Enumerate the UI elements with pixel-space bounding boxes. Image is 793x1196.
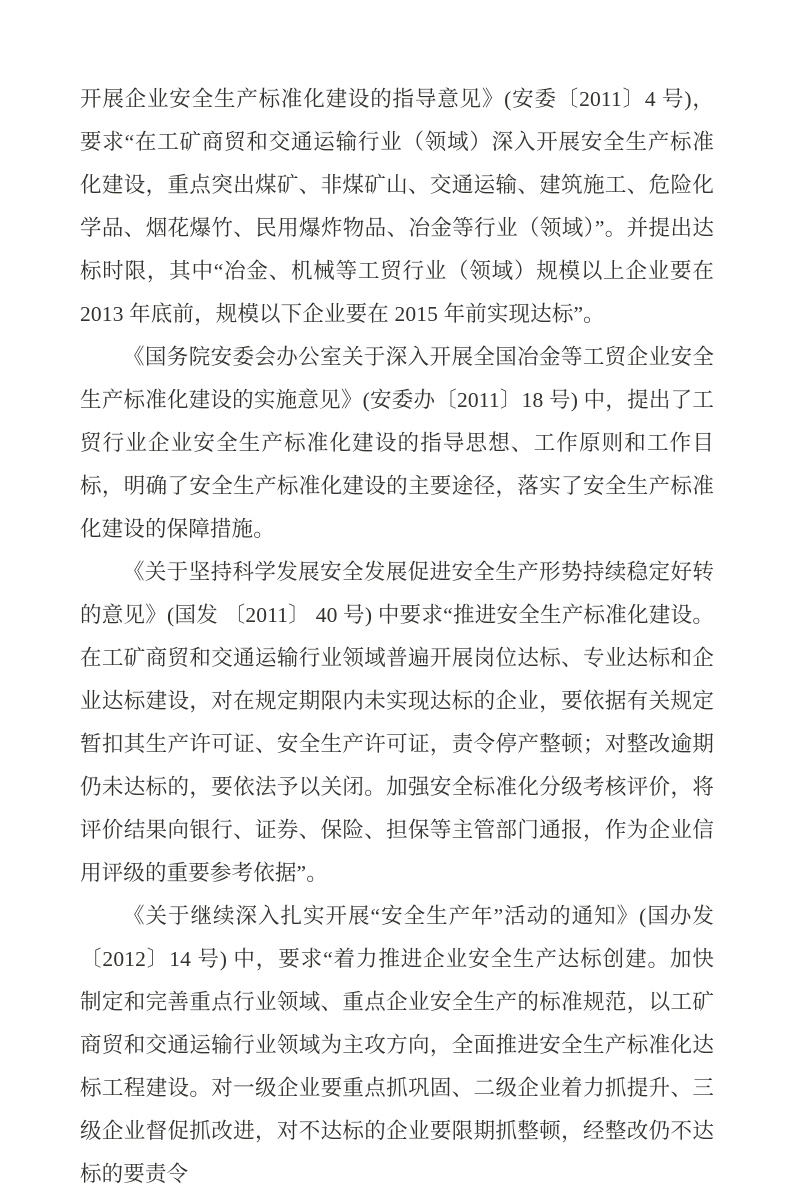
paragraph-2: 《国务院安委会办公室关于深入开展全国冶金等工贸企业安全生产标准化建设的实施意见》(安委办〔2011〕18 号) 中，提出了工贸行业企业安全生产标准化建设的指导思想、工作原则和工作目标，明确了安全生产标准化建设的主要途径，落实了安全生产标准化建设的保障措施。 [80, 345, 714, 541]
paragraph-1: 开展企业安全生产标准化建设的指导意见》(安委〔2011〕4 号)，要求“在工矿商贸和交通运输行业（领域）深入开展安全生产标准化建设，重点突出煤矿、非煤矿山、交通运输、建筑施工、危险化学品、烟花爆竹、民用爆炸物品、冶金等行业（领域）”。并提出达标时限，其中“冶金、机械等工贸行业（领域）规模以上企业要在 2013 年底前，规模以下企业要在 2015 年前实现达标”。 [80, 87, 714, 326]
paragraph-3: 《关于坚持科学发展安全发展促进安全生产形势持续稳定好转的意见》(国发 〔2011〕 40 号) 中要求“推进安全生产标准化建设。在工矿商贸和交通运输行业领域普遍开展岗位达标、专业达标和企业达标建设，对在规定期限内未实现达标的企业，要依据有关规定暂扣其生产许可证、安全生产许可证，责令停产整顿；对整改逾期仍未达标的，要依法予以关闭。加强安全标准化分级考核评价，将评价结果向银行、证券、保险、担保等主管部门通报，作为企业信用评级的重要参考依据”。 [80, 560, 714, 885]
paragraph-4: 《关于继续深入扎实开展“安全生产年”活动的通知》(国办发〔2012〕14 号) 中，要求“着力推进企业安全生产达标创建。加快制定和完善重点行业领域、重点企业安全生产的标准规范，以工矿商贸和交通运输行业领域为主攻方向，全面推进安全生产标准化达标工程建设。对一级企业要重点抓巩固、二级企业着力抓提升、三级企业督促抓改进，对不达标的企业要限期抓整顿，经整改仍不达标的要责令 [80, 904, 714, 1186]
page-text-body [80, 78, 714, 1196]
